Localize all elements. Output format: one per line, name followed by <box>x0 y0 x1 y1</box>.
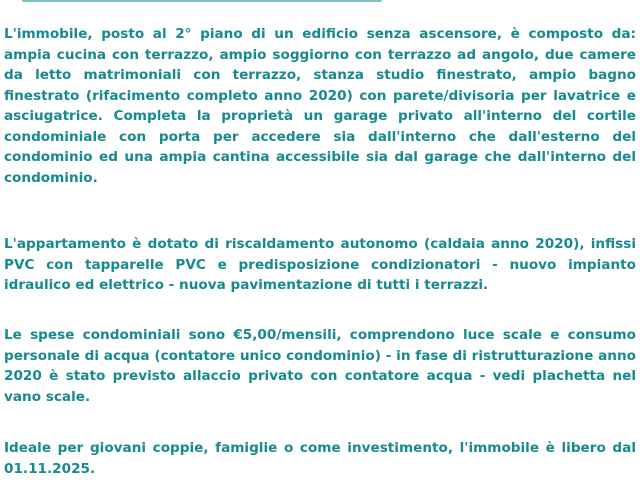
paragraph-features: L'appartamento è dotato di riscaldamento autonomo (caldaia anno 2020), infissi PVC con tapparelle PVC e predisposizione condizionatori - nuovo impianto idraulico ed elettrico - nuova pavimentazione di tutti i terrazzi. <box>4 236 636 293</box>
paragraph-expenses: Le spese condominiali sono €5,00/mensili, comprendono luce scale e consumo personale di acqua (contatore unico condominio) - in fase di ristrutturazione anno 2020 è stato previsto allaccio privato con contatore acqua - vedi plachetta nel vano scale. <box>4 327 636 405</box>
paragraph-layout: L'immobile, posto al 2° piano di un edificio senza ascensore, è composto da: ampia cucina con terrazzo, ampio soggiorno con terrazzo ad angolo, due camere da letto matrimoniali con terrazzo, stanza studio finestrato, ampio bagno finestrato (rifacimento completo anno 2020) con parete/divisoria per lavatrice e asciugatrice. Completa la proprietà un garage privato all'interno del cortile condominiale con porta per accedere sia dall'interno che dall'esterno del condominio ed una ampia cantina accessibile sia dal garage che dall'interno del condominio. <box>4 26 636 186</box>
paragraph-availability: Ideale per giovani coppie, famiglie o come investimento, l'immobile è libero dal 01.11.2025. <box>4 440 636 477</box>
cropped-heading-line <box>22 0 382 2</box>
